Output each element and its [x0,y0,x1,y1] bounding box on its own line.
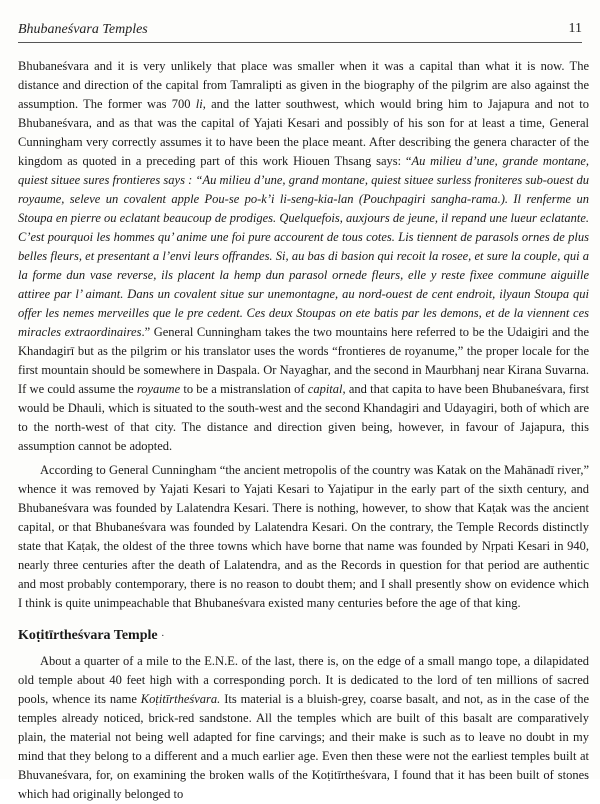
italic-capital: capital, [307,382,346,396]
page-body [18,57,589,804]
paragraph-text: , and the latter southwest, which would bring him to Jajapura and not to Bhubaneśvara, and as that was the capital of Yajati Kesari and possibly of his son for at least a time, General Cunningham very correctly assumes it to have been the place meant. After describing the genera character of the kingdom as quoted in a preceding part of this work Hiouen Thsang says: “ [18,97,589,168]
paragraph-kotitirthesvara [18,652,589,804]
paragraph-cunningham-tamralipti [18,57,589,456]
paragraph-text: About a quarter of a mile to the E.N.E. of the last, there is, on the edge of a small mango tope, a dilapidated old temple about 40 feet high with a corresponding porch. It is dedicated to the lord of ten millions of sacred pools, whence its name [18,654,589,706]
paragraph-text: Bhubaneśvara and it is very unlikely that place was smaller when it was a capital than what it is now. The distance and direction of the capital from Tamralipti as given in the biography of the pilgrim are also against the assumption. The former was 700 [18,59,589,111]
italic-royaume: royaume [136,382,181,396]
paragraph-text: Its material is a bluish-grey, coarse basalt, and not, as in the case of the temples already noticed, brick-red sandstone. All the temples which are built of this basalt are comparatively plain, the material not being well adapted for fine carvings; and their make is such as to leave no doubt in my mind that they belong to a different and a much earlier age. Even then these were not the earliest temples built at Bhuvaneśvara, for, on examining the broken walls of the Koṭitīrtheśvara, I found that it has been built of stones which had originally belonged to [18,692,590,801]
heading-dot: · [161,631,165,642]
paragraph-text: to be a mistranslation of [180,382,308,396]
page-number: 11 [568,21,582,36]
paragraph-text: and that capita to have been Bhubaneśvara, first would be Dhauli, which is situated to the south-west and the second Khandagiri and Udayagiri, both of which are to the north-west of that city. The distance and direction given being, however, in favour of Jajapura, this assumption cannot be adopted. [18,382,589,453]
section-heading [18,627,589,646]
running-title: Bhubaneśvara Temples [18,22,148,37]
paragraph-text: .” General Cunningham takes the two mountains here referred to be the Udaigiri and the Khandagirī but as the pilgrim or his translator uses the words “frontieres de royanume,” the proper locale for the first mountain should be somewhere in Daspala. Or Nayaghar, and the second in Maurbhanj near Kirana Suvarna. If we could assume the [18,325,589,396]
page-header [18,22,582,43]
paragraph-katak-metropolis: According to General Cunningham “the ancient metropolis of the country was Katak on the Mahānadī river,” whence it was removed by Yajati Kesari to Yajati Kesari to Yajatipur in the early part of the sixth century, and Bhubaneśvara was founded by Lalatendra Kesari. There is nothing, however, to show that Kaṭak was the ancient capital, or that Bhubaneśvara was founded by Lalatendra Kesari. On the contrary, the Temple Records distinctly state that Kaṭak, the oldest of the three towns which have borne that name was founded by Nṛpati Kesari in 940, nearly three centuries after the death of Lalatendra, and as the Records in question for that period are authentic and most probably contemporary, there is no reason to doubt them; and I shall presently show on evidence which I think is quite unimpeachable that Bhubaneśvara existed many centuries before the age of that king. [18,463,589,610]
italic-li: li [195,97,203,111]
french-quotation: Au milieu d’une, grande montane, quiest situee sures frontieres says : “Au milieu d’une, grand montane, quiest situee surless froniteres sub-ouest du royaume, seleve un covalent apple Pou-se po-k’i li-seng-kia-lan (Pouchpagiri sangha-rama.). Il renferme un Stoupa en pierre ou eclatant beaucoup de prodiges. Quelquefois, auxjours de jeune, il repand une lueur eclatante. C’est pourquoi les hommes qu’ anime une foi pure accourent de tous cotes. Lis tiennent de parasols ornes de plus belles fleurs, et presentant a l’envi leurs offrandes. Si, au bas di basion qui recoit la rosee, et sure la couple, qui a la forme dun vase reverse, ils placent la hemp dun parasol ornede fleurs, elle y reste fixee commune aiguille attiree par l’ aimant. Dans un covalent situe sur unemontagne, au nord-ouest de cent endroit, ilyaun Stoupa qui offer les nemes merveilles que le pre cedent. Ces deux Stoupas on ete batis par les demons, et de la viennent ces miracles extraordinaires [18,154,589,339]
italic-temple-name: Koṭitīrtheśvara. [140,692,221,706]
section-heading-text: Koṭitīrtheśvara Temple [18,628,158,643]
